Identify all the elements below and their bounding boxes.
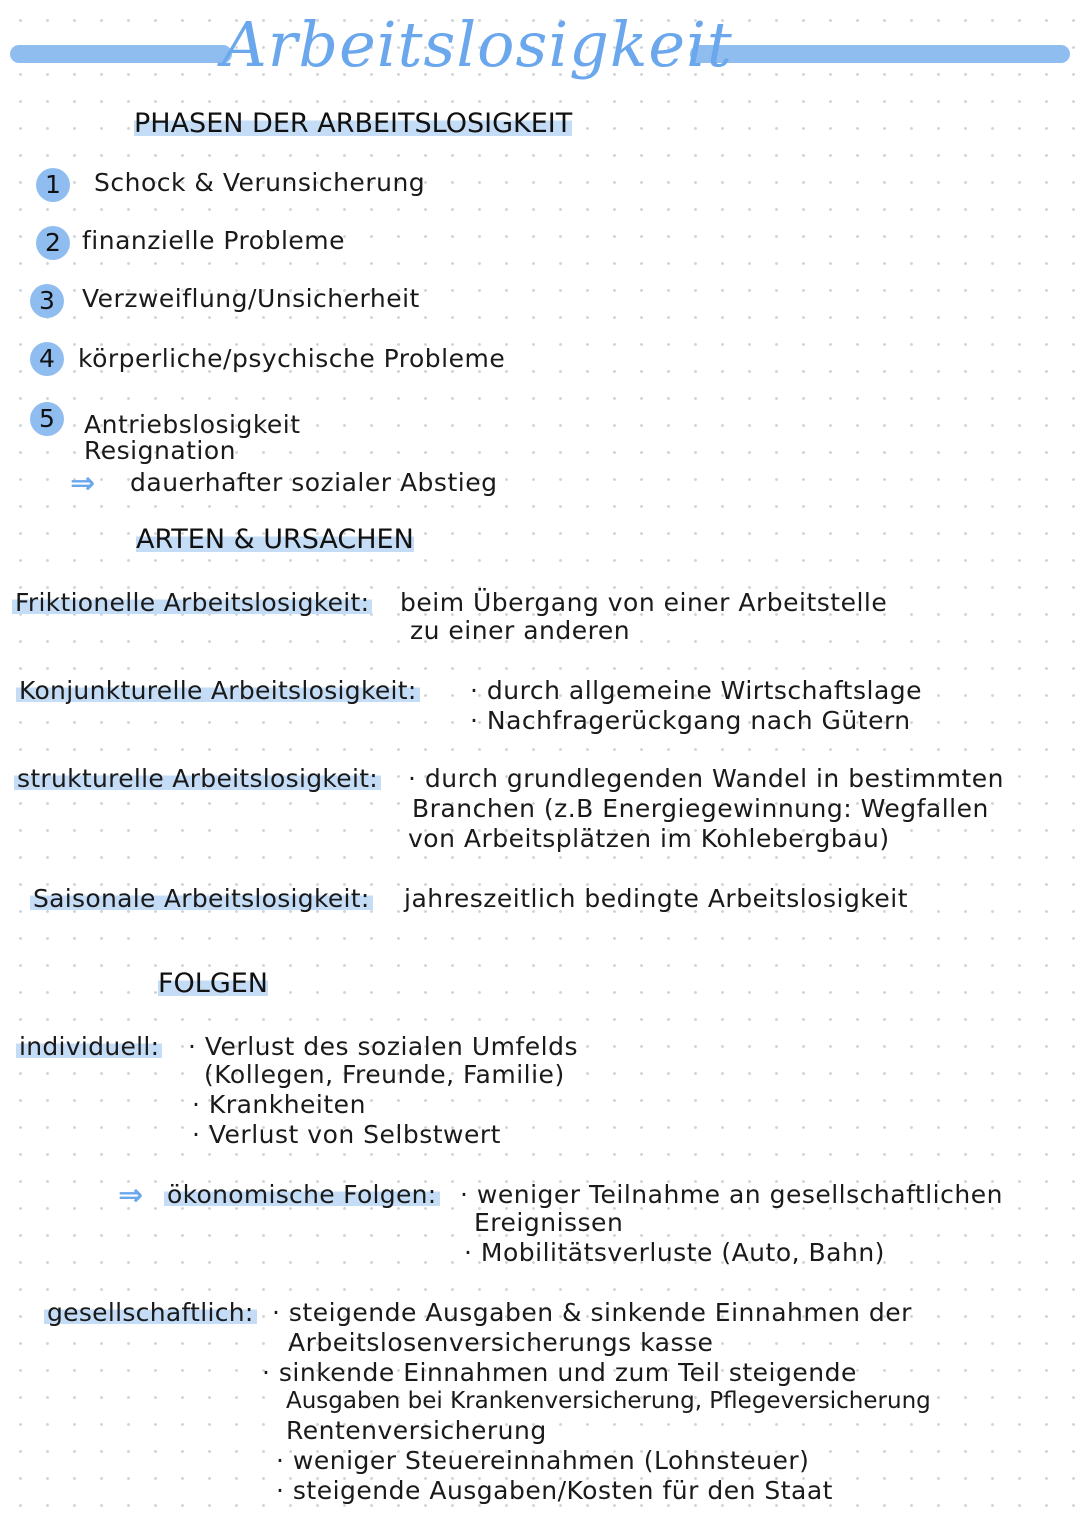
individuell-line4: · Verlust von Selbstwert bbox=[192, 1120, 501, 1149]
oekonomisch-line2: Ereignissen bbox=[474, 1208, 624, 1237]
phase-number-4: 4 bbox=[30, 342, 64, 376]
gesellschaftlich-line1: · steigende Ausgaben & sinkende Einnahmen der bbox=[272, 1298, 912, 1327]
saisonal-label: Saisonale Arbeitslosigkeit: bbox=[30, 884, 373, 913]
title-underline-left bbox=[10, 45, 232, 63]
individuell-line2: (Kollegen, Freunde, Familie) bbox=[204, 1060, 565, 1089]
konjunkturell-label: Konjunkturelle Arbeitslosigkeit: bbox=[16, 676, 420, 705]
strukturell-line3: von Arbeitsplätzen im Kohlebergbau) bbox=[408, 824, 890, 853]
friktionell-line1: beim Übergang von einer Arbeitstelle bbox=[400, 588, 888, 617]
gesellschaftlich-line4: Ausgaben bei Krankenversicherung, Pflegeversicherung bbox=[286, 1388, 931, 1414]
arten-heading bbox=[128, 524, 422, 555]
friktionell-label: Friktionelle Arbeitslosigkeit: bbox=[12, 588, 372, 617]
phase-text-3: Verzweiflung/Unsicherheit bbox=[82, 284, 420, 313]
individuell-line3: · Krankheiten bbox=[192, 1090, 366, 1119]
konjunkturell-line2: · Nachfragerückgang nach Gütern bbox=[470, 706, 911, 735]
arrow-right-icon-2: ⇒ bbox=[118, 1178, 144, 1213]
arrow-right-icon: ⇒ bbox=[70, 466, 96, 501]
strukturell-line1: · durch grundlegenden Wandel in bestimmten bbox=[408, 764, 1004, 793]
individuell-label: individuell: bbox=[16, 1032, 162, 1061]
oekonomisch-line1: · weniger Teilnahme an gesellschaftlichen bbox=[460, 1180, 1003, 1209]
oekonomisch-line3: · Mobilitätsverluste (Auto, Bahn) bbox=[464, 1238, 885, 1267]
phase-text-5: Antriebslosigkeit bbox=[84, 410, 301, 439]
strukturell-line2: Branchen (z.B Energiegewinnung: Wegfallen bbox=[412, 794, 989, 823]
konjunkturell-line1: · durch allgemeine Wirtschaftslage bbox=[470, 676, 923, 705]
gesellschaftlich-label: gesellschaftlich: bbox=[44, 1298, 257, 1327]
phase-number-5: 5 bbox=[30, 402, 64, 436]
page-title: Arbeitslosigkeit bbox=[222, 8, 733, 81]
gesellschaftlich-line7: · steigende Ausgaben/Kosten für den Staat bbox=[276, 1476, 833, 1505]
friktionell-line2: zu einer anderen bbox=[410, 616, 631, 645]
strukturell-label: strukturelle Arbeitslosigkeit: bbox=[14, 764, 381, 793]
title-underline-right bbox=[690, 45, 1070, 63]
saisonal-line1: jahreszeitlich bedingte Arbeitslosigkeit bbox=[404, 884, 909, 913]
phase-text-4: körperliche/psychische Probleme bbox=[78, 344, 506, 373]
phase-number-1: 1 bbox=[36, 168, 70, 202]
phasen-heading-text: PHASEN DER ARBEITSLOSIGKEIT bbox=[134, 108, 573, 139]
phase-number-3: 3 bbox=[30, 284, 64, 318]
phase-text-5-line2: Resignation bbox=[84, 436, 237, 465]
gesellschaftlich-line3: · sinkende Einnahmen und zum Teil steigende bbox=[262, 1358, 857, 1387]
folgen-heading-text: FOLGEN bbox=[158, 968, 269, 999]
phase-text-2: finanzielle Probleme bbox=[82, 226, 346, 255]
gesellschaftlich-line5: Rentenversicherung bbox=[286, 1416, 547, 1445]
gesellschaftlich-line2: Arbeitslosenversicherungs kasse bbox=[288, 1328, 714, 1357]
phase-result: dauerhafter sozialer Abstieg bbox=[130, 468, 498, 497]
arten-heading-text: ARTEN & URSACHEN bbox=[136, 524, 414, 555]
oekonomisch-label: ökonomische Folgen: bbox=[164, 1180, 440, 1209]
phase-number-2: 2 bbox=[36, 226, 70, 260]
folgen-heading bbox=[150, 968, 276, 999]
individuell-line1: · Verlust des sozialen Umfelds bbox=[188, 1032, 578, 1061]
phasen-heading bbox=[126, 108, 580, 139]
phase-text-1: Schock & Verunsicherung bbox=[94, 168, 426, 197]
gesellschaftlich-line6: · weniger Steuereinnahmen (Lohnsteuer) bbox=[276, 1446, 810, 1475]
